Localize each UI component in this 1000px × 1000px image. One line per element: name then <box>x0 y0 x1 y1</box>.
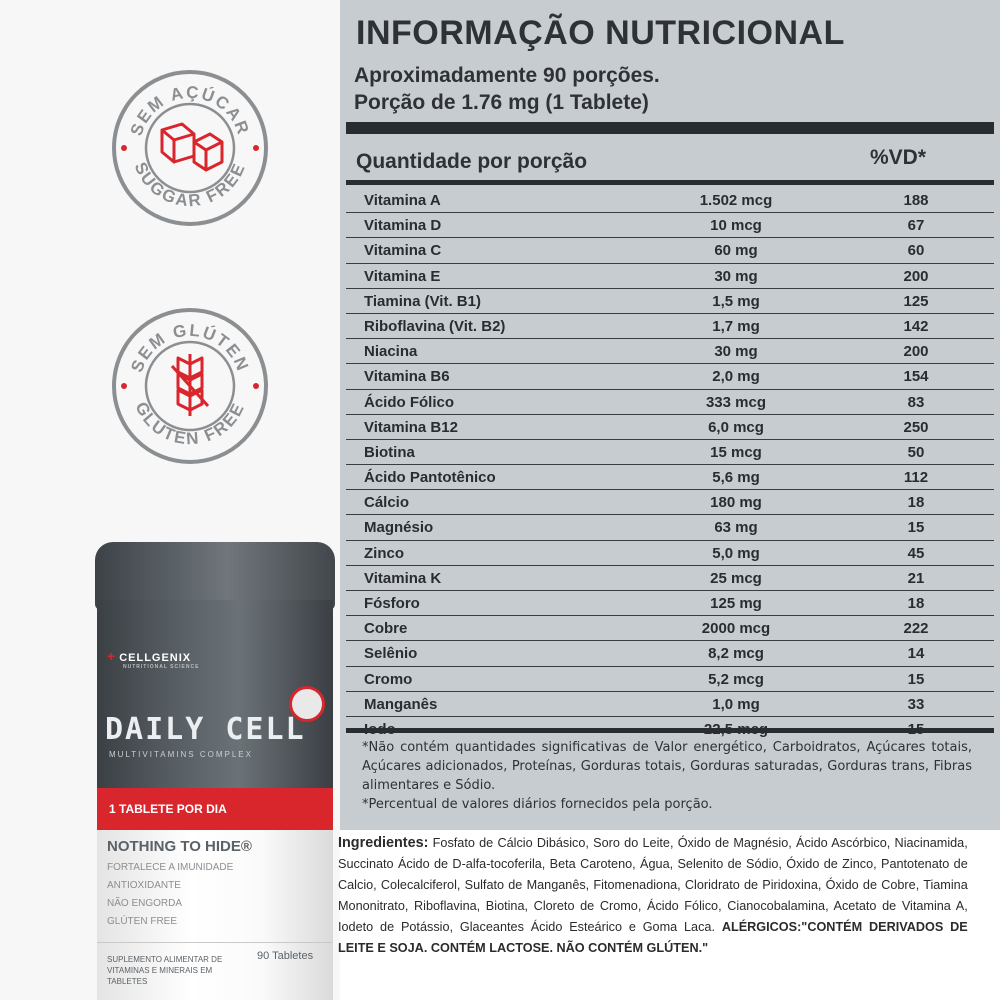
table-row <box>346 616 994 641</box>
wheat-crossed-icon <box>172 354 208 416</box>
sugar-free-badge <box>110 68 270 228</box>
sugar-badge-bottom-text: SUGGAR FREE <box>130 159 250 211</box>
nutrient-daily-value: 15 <box>907 519 925 537</box>
thick-divider <box>346 122 994 134</box>
nutrient-name: Niacina <box>364 343 418 361</box>
footnotes <box>362 738 972 814</box>
table-row <box>346 667 994 692</box>
nutrient-amount: 180 mg <box>710 494 762 512</box>
nutrient-amount: 8,2 mcg <box>708 645 764 663</box>
sugar-badge-top-text: SEM AÇÚCAR <box>126 82 254 139</box>
nutrient-name: Selênio <box>364 645 418 663</box>
nutrient-daily-value: 50 <box>907 443 925 461</box>
table-bottom-divider <box>346 728 994 733</box>
nutrient-amount: 63 mg <box>714 519 758 537</box>
nutrient-table <box>346 188 994 741</box>
nutrient-name: Cromo <box>364 670 413 688</box>
nutrient-name: Fósforo <box>364 595 420 612</box>
nutrient-name: Cálcio <box>364 494 410 512</box>
allergens-text: ALÉRGICOS:"CONTÉM DERIVADOS DE LEITE E SOJA. CONTÉM LACTOSE. NÃO CONTÉM GLÚTEN." <box>338 919 968 955</box>
ingredients-text: Fosfato de Cálcio Dibásico, Soro do Leite, Óxido de Magnésio, Ácido Ascórbico, Niacinamida, Succinato Ácido de D-alfa-tocoferila, Beta Caroteno, Água, Selenito de Sódio, Óxido de Zinco, Pantotenato de Calcio, Colecalciferol, Sulfato de Manganês, Fitomenadiona, Cloridrato de Piridoxina, Óxido de Cobre, Tiamina Mononitrato, Riboflavina, Biotina, Cloreto de Cromo, Ácido Fólico, Cianocobalamina, Acetato de Vitamina A, Iodeto de Potássio, Glaceantes Ácido Esteárico e Goma Laca. <box>338 835 968 934</box>
nutrient-amount: 10 mcg <box>710 217 762 235</box>
nutrient-amount: 1,7 mg <box>712 317 760 335</box>
nutrient-daily-value: 250 <box>903 418 929 436</box>
nutrient-name: Vitamina B12 <box>364 418 458 436</box>
nutrient-daily-value: 67 <box>907 217 925 235</box>
nutrient-amount: 1,5 mg <box>712 292 760 310</box>
nutrient-amount: 2000 mcg <box>701 620 771 638</box>
nutrient-name: Cobre <box>364 620 408 638</box>
serving-size: Porção de 1.76 mg (1 Tablete) <box>354 91 649 114</box>
table-row <box>346 692 994 717</box>
left-column <box>0 0 340 1000</box>
nutrient-daily-value: 154 <box>903 368 929 386</box>
nutrient-name: Zinco <box>364 544 404 562</box>
nutrient-daily-value: 200 <box>903 267 929 285</box>
ingredients-label: Ingredientes: <box>338 834 429 851</box>
table-row <box>346 440 994 465</box>
nutrient-name: Tiamina (Vit. B1) <box>364 292 481 310</box>
gluten-free-badge <box>110 306 270 466</box>
tablet-count: 90 Tabletes <box>257 950 314 962</box>
nutrient-amount: 5,6 mg <box>712 469 760 487</box>
table-row <box>346 213 994 238</box>
table-row <box>346 289 994 314</box>
benefit-4: GLÚTEN FREE <box>107 916 178 927</box>
nutrient-name: Vitamina C <box>364 242 442 260</box>
product-jar <box>95 542 335 1000</box>
sugar-badge-svg <box>110 68 270 228</box>
table-row <box>346 541 994 566</box>
table-row <box>346 339 994 364</box>
benefit-3: NÃO ENGORDA <box>107 898 183 909</box>
nutrient-daily-value: 14 <box>907 645 925 663</box>
table-row <box>346 566 994 591</box>
nutrient-amount: 1,0 mg <box>712 695 760 713</box>
svg-text:SUGGAR FREE <box>131 159 250 210</box>
nutrient-amount: 15 mcg <box>710 443 762 461</box>
dosage-band <box>97 788 333 830</box>
nutrient-daily-value: 200 <box>903 343 929 361</box>
nutrient-amount: 30 mg <box>714 343 758 361</box>
nutrient-name: Magnésio <box>364 519 434 537</box>
nutrient-daily-value: 222 <box>903 620 929 638</box>
table-row <box>346 465 994 490</box>
gluten-badge-bottom-text: GLUTEN FREE <box>131 398 249 449</box>
nutrient-daily-value: 83 <box>907 393 925 411</box>
nutrient-name: Manganês <box>364 695 438 713</box>
nutrition-title: INFORMAÇÃO NUTRICIONAL <box>356 14 845 52</box>
table-row <box>346 264 994 289</box>
nutrient-daily-value: 60 <box>907 242 925 260</box>
nutrient-daily-value: 45 <box>907 544 925 562</box>
product-subtitle: MULTIVITAMINS COMPLEX <box>109 750 253 759</box>
nutrient-daily-value: 112 <box>903 469 929 487</box>
nutrient-name: Vitamina A <box>364 192 441 209</box>
nutrient-amount: 333 mcg <box>705 393 767 411</box>
nutrient-daily-value: 18 <box>907 595 925 612</box>
footnote-insignificant: *Não contém quantidades significativas de Valor energético, Carboidratos, Açúcares totais, Açúcares adicionados, Proteínas, Gorduras totais, Gorduras saturadas, Gorduras trans, Fibras alimentares e Sódio. <box>362 740 972 793</box>
slogan: NOTHING TO HIDE® <box>107 838 252 855</box>
nutrient-amount: 5,0 mg <box>712 544 760 562</box>
brand-name: CELLGENIX <box>119 652 192 664</box>
jar-body <box>97 600 333 1000</box>
nutrient-name: Biotina <box>364 443 415 461</box>
nutrient-amount: 5,2 mcg <box>708 670 764 688</box>
nutrient-amount: 25 mcg <box>710 569 762 587</box>
jar-label-white <box>97 830 333 1000</box>
header-divider <box>346 180 994 185</box>
brand-plus-icon: + <box>107 648 117 664</box>
table-row <box>346 314 994 339</box>
ingredients-block <box>338 832 968 958</box>
table-row <box>346 238 994 263</box>
nutrient-daily-value: 142 <box>903 317 929 335</box>
table-row <box>346 364 994 389</box>
nutrient-amount: 2,0 mg <box>712 368 760 386</box>
nutrient-daily-value: 33 <box>907 695 925 713</box>
daily-value-header: %VD* <box>870 146 927 169</box>
product-name: DAILY CELL <box>105 712 306 747</box>
divider <box>97 942 333 943</box>
nutrient-daily-value: 21 <box>907 569 925 587</box>
nutrient-daily-value: 15 <box>907 670 925 688</box>
nutrient-amount: 30 mg <box>714 267 758 285</box>
nutrition-panel <box>340 0 1000 830</box>
nutrient-amount: 60 mg <box>714 242 758 260</box>
brand-logo <box>107 648 199 670</box>
servings-per-container: Aproximadamente 90 porções. <box>354 64 660 87</box>
gluten-badge-top-text: SEM GLÚTEN <box>127 320 253 375</box>
nutrient-daily-value: 18 <box>907 494 925 512</box>
table-row <box>346 591 994 616</box>
table-row <box>346 390 994 415</box>
nutrient-name: Ácido Pantotênico <box>364 469 496 487</box>
supplement-description: SUPLEMENTO ALIMENTAR DE VITAMINAS E MINERAIS EM TABLETES <box>107 955 223 986</box>
table-row <box>346 490 994 515</box>
nutrient-name: Vitamina B6 <box>364 368 450 386</box>
nutrient-name: Vitamina E <box>364 267 441 285</box>
table-row <box>346 415 994 440</box>
nutrient-name: Vitamina D <box>364 217 442 235</box>
nutrient-amount: 125 mg <box>710 595 762 612</box>
table-row <box>346 641 994 666</box>
nutrient-name: Vitamina K <box>364 569 442 587</box>
dosage-text: 1 TABLETE POR DIA <box>109 802 227 816</box>
gluten-badge-svg <box>110 306 270 466</box>
table-row <box>346 515 994 540</box>
nutrient-daily-value: 188 <box>903 192 929 209</box>
nutrient-amount: 1.502 mcg <box>699 192 773 209</box>
table-row <box>346 188 994 213</box>
nutrient-amount: 6,0 mcg <box>708 418 764 436</box>
benefit-2: ANTIOXIDANTE <box>107 880 181 891</box>
footnote-daily-value: *Percentual de valores diários fornecidos pela porção. <box>362 797 713 812</box>
brand-tagline: NUTRITIONAL SCIENCE <box>123 664 200 670</box>
nutrient-name: Riboflavina (Vit. B2) <box>364 317 506 335</box>
nutrient-daily-value: 125 <box>903 292 929 310</box>
sugar-cubes-icon <box>162 124 222 170</box>
quantity-header: Quantidade por porção <box>356 150 588 173</box>
nutrient-name: Ácido Fólico <box>364 393 454 411</box>
benefit-1: FORTALECE A IMUNIDADE <box>107 862 234 873</box>
